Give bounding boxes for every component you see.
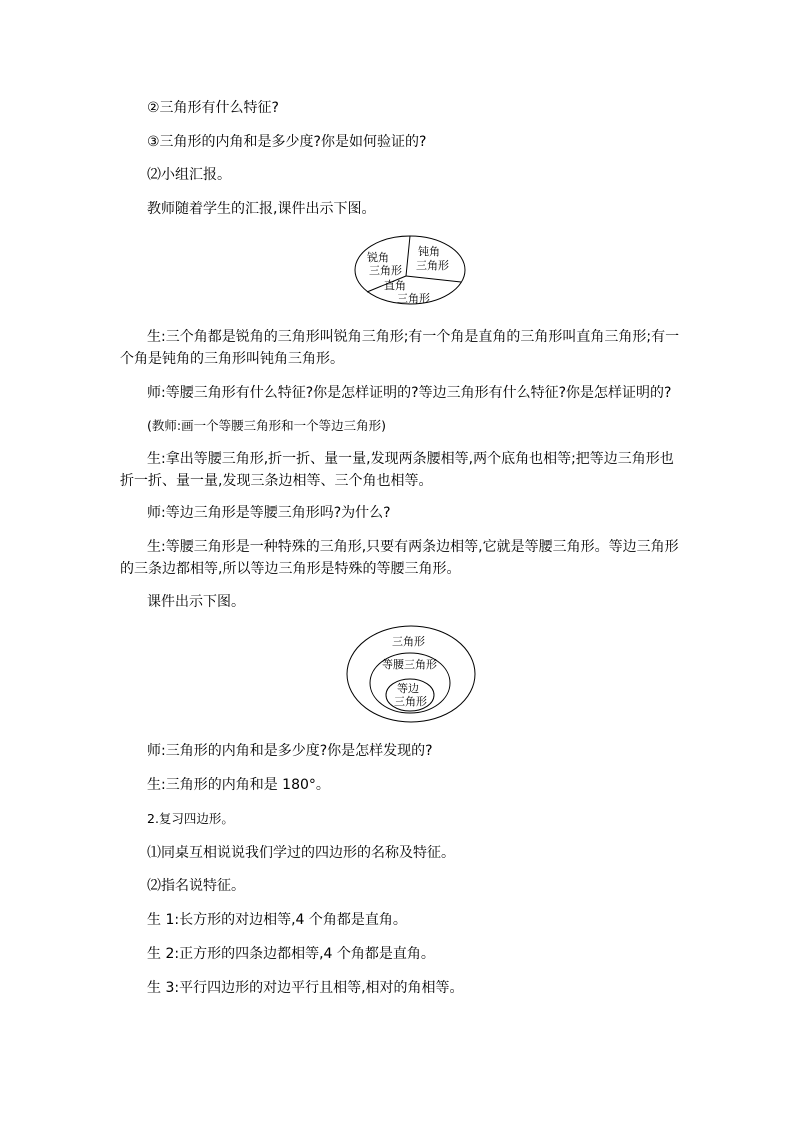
triangle-classification-diagram — [350, 232, 470, 308]
teacher-show-1: 教师随着学生的汇报,课件出示下图。 — [147, 201, 376, 217]
label-equilateral-1: 等边 — [397, 682, 419, 695]
courseware-show-2: 课件出示下图。 — [147, 594, 245, 610]
divider-top — [406, 236, 410, 276]
student-3: 生 3:平行四边形的对边平行且相等,相对的角相等。 — [147, 980, 464, 996]
label-equilateral-2: 三角形 — [394, 695, 427, 708]
step-2: ⑵指名说特征。 — [147, 878, 245, 894]
group-report: ⑵小组汇报。 — [147, 167, 231, 183]
label-acute-2: 三角形 — [369, 264, 402, 277]
teacher-question-1: 师:等腰三角形有什么特征?你是怎样证明的?等边三角形有什么特征?你是怎样证明的? — [147, 385, 672, 401]
label-acute-1: 锐角 — [367, 251, 389, 264]
label-obtuse-2: 三角形 — [416, 259, 449, 272]
student-answer-3: 生:等腰三角形是一种特殊的三角形,只要有两条边相等,它就是等腰三角形。等边三角形的三条边都相等,所以等边三角形是特殊的等腰三角形。 — [120, 539, 679, 577]
review-quadrilateral: 2.复习四边形。 — [147, 811, 234, 826]
student-1: 生 1:长方形的对边相等,4 个角都是直角。 — [147, 912, 407, 928]
label-right-1: 直角 — [384, 279, 406, 292]
triangle-set-diagram — [344, 623, 478, 725]
student-answer-4: 生:三角形的内角和是 180°。 — [147, 777, 330, 793]
label-obtuse-1: 钝角 — [418, 245, 440, 258]
student-answer-2: 生:拿出等腰三角形,折一折、量一量,发现两条腰相等,两个底角也相等;把等边三角形也折一折、量一量,发现三条边相等、三个角也相等。 — [120, 451, 674, 489]
teacher-question-2: 师:等边三角形是等腰三角形吗?为什么? — [147, 505, 391, 521]
step-1: ⑴同桌互相说说我们学过的四边形的名称及特征。 — [147, 845, 455, 861]
student-answer-1: 生:三个角都是锐角的三角形叫锐角三角形;有一个角是直角的三角形叫直角三角形;有一个角是钝角的三角形叫钝角三角形。 — [120, 329, 680, 367]
question-3: ③三角形的内角和是多少度?你是如何验证的? — [147, 134, 427, 150]
student-2: 生 2:正方形的四条边都相等,4 个角都是直角。 — [147, 946, 435, 962]
teacher-note: (教师:画一个等腰三角形和一个等边三角形) — [147, 418, 386, 433]
label-right-2: 三角形 — [397, 292, 430, 305]
label-triangle: 三角形 — [392, 635, 425, 648]
divider-right — [406, 276, 461, 282]
question-2: ②三角形有什么特征? — [147, 100, 279, 116]
teacher-question-3: 师:三角形的内角和是多少度?你是怎样发现的? — [147, 743, 433, 759]
label-isosceles: 等腰三角形 — [382, 658, 437, 671]
